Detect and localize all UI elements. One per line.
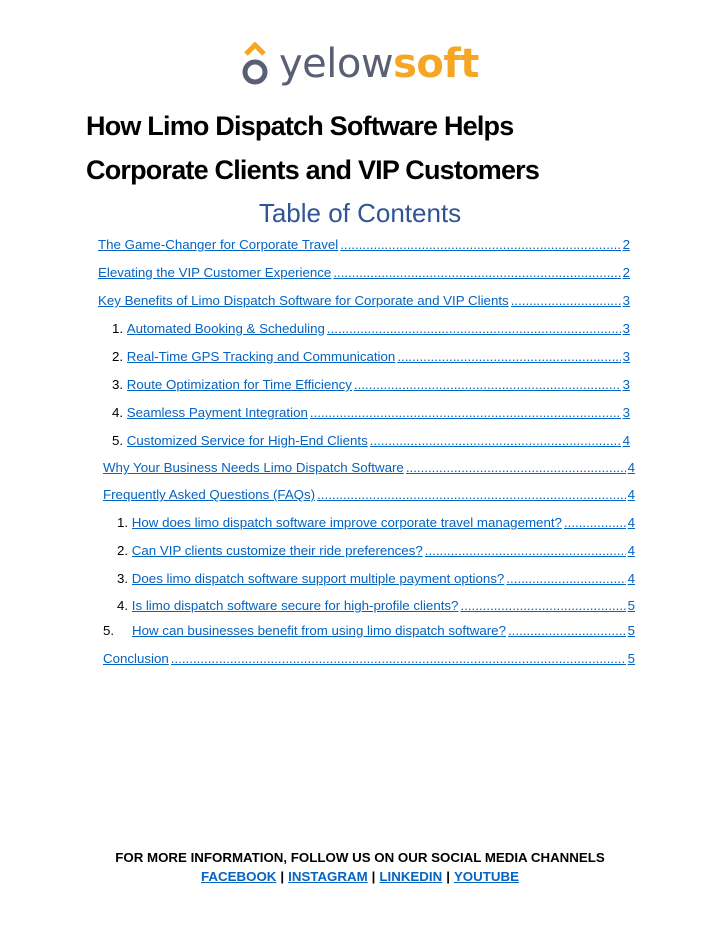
toc-page-number[interactable]: 2 bbox=[622, 237, 630, 252]
toc-page-number[interactable]: 2 bbox=[622, 265, 630, 280]
toc-link[interactable] bbox=[103, 486, 635, 504]
separator: | bbox=[280, 869, 285, 884]
logo-text-yelow: yelow bbox=[279, 41, 394, 87]
toc-entry-number: 1. bbox=[112, 321, 124, 336]
toc-entry[interactable] bbox=[112, 348, 630, 366]
toc-entry[interactable] bbox=[112, 404, 630, 422]
toc-link[interactable] bbox=[127, 376, 630, 394]
toc-entry-number: 5. bbox=[103, 623, 115, 638]
toc-entry-number: 3. bbox=[117, 571, 129, 586]
toc-link[interactable] bbox=[98, 292, 630, 310]
toc-entry[interactable] bbox=[103, 459, 635, 477]
toc-entry-number: 5. bbox=[112, 433, 124, 448]
toc-link[interactable] bbox=[132, 570, 635, 588]
toc-entry[interactable] bbox=[103, 650, 635, 668]
toc-entry[interactable] bbox=[117, 542, 635, 560]
toc-entry-text[interactable]: Key Benefits of Limo Dispatch Software for Corporate and VIP Clients bbox=[98, 293, 509, 308]
toc-page-number[interactable]: 3 bbox=[622, 293, 630, 308]
toc-link[interactable] bbox=[132, 622, 635, 640]
toc-link[interactable] bbox=[132, 542, 635, 560]
separator: | bbox=[371, 869, 376, 884]
toc-entry-text[interactable]: Route Optimization for Time Efficiency bbox=[126, 377, 352, 392]
toc-page-number[interactable]: 5 bbox=[627, 623, 635, 638]
toc-page-number[interactable]: 3 bbox=[622, 405, 630, 420]
toc-link[interactable] bbox=[127, 348, 630, 366]
document-title bbox=[86, 104, 646, 192]
toc-entry[interactable] bbox=[98, 264, 630, 282]
facebook-link[interactable]: FACEBOOK bbox=[201, 869, 277, 884]
toc-entry-number: 4. bbox=[112, 405, 124, 420]
social-links bbox=[0, 869, 720, 884]
toc-entry-text[interactable]: How can businesses benefit from using limo dispatch software? bbox=[132, 623, 506, 638]
toc-entry[interactable] bbox=[103, 486, 635, 504]
toc-entry-number: 1. bbox=[117, 515, 129, 530]
toc-entry[interactable] bbox=[117, 597, 635, 615]
toc-entry-text[interactable]: The Game-Changer for Corporate Travel bbox=[98, 237, 339, 252]
toc-page-number[interactable]: 4 bbox=[627, 460, 635, 475]
yelowsoft-logo bbox=[240, 36, 479, 92]
toc-entry-text[interactable]: Why Your Business Needs Limo Dispatch Software bbox=[103, 460, 404, 475]
toc-page-number[interactable]: 4 bbox=[627, 571, 635, 586]
yelowsoft-logo-icon bbox=[240, 42, 270, 86]
toc-entry-text[interactable]: Does limo dispatch software support multiple payment options? bbox=[131, 571, 505, 586]
toc-entry-text[interactable]: Can VIP clients customize their ride preferences? bbox=[131, 543, 423, 558]
toc-link[interactable] bbox=[98, 264, 630, 282]
toc-heading: Table of Contents bbox=[258, 198, 462, 228]
toc-entry[interactable] bbox=[112, 432, 630, 450]
toc-entry-text[interactable]: Elevating the VIP Customer Experience bbox=[98, 265, 332, 280]
logo-text-soft: soft bbox=[393, 41, 479, 87]
logo-wordmark bbox=[279, 41, 479, 87]
toc-entry[interactable] bbox=[112, 320, 630, 338]
toc-link[interactable] bbox=[103, 459, 635, 477]
youtube-link[interactable]: YOUTUBE bbox=[453, 869, 519, 884]
toc-page-number[interactable]: 3 bbox=[622, 349, 630, 364]
toc-page-number[interactable]: 4 bbox=[627, 543, 635, 558]
toc-page-number[interactable]: 4 bbox=[622, 433, 630, 448]
toc-link[interactable] bbox=[103, 650, 635, 668]
toc-link[interactable] bbox=[132, 597, 635, 615]
toc-link[interactable] bbox=[132, 514, 635, 532]
toc-entry-text[interactable]: Frequently Asked Questions (FAQs) bbox=[103, 487, 316, 502]
toc-link[interactable] bbox=[127, 320, 630, 338]
linkedin-link[interactable]: LINKEDIN bbox=[379, 869, 443, 884]
toc-entry-text[interactable]: Is limo dispatch software secure for high-profile clients? bbox=[131, 598, 459, 613]
toc-link[interactable] bbox=[127, 432, 630, 450]
title-line-1: How Limo Dispatch Software Helps bbox=[86, 111, 514, 141]
toc-page-number[interactable]: 4 bbox=[627, 487, 635, 502]
toc-page-number[interactable]: 3 bbox=[622, 377, 630, 392]
toc-entry[interactable] bbox=[117, 514, 635, 532]
toc-entry-number: 2. bbox=[112, 349, 124, 364]
instagram-link[interactable]: INSTAGRAM bbox=[288, 869, 368, 884]
toc-entry-number: 2. bbox=[117, 543, 129, 558]
footer-cta: FOR MORE INFORMATION, FOLLOW US ON OUR SOCIAL MEDIA CHANNELS bbox=[115, 850, 605, 865]
toc-entry[interactable] bbox=[103, 622, 635, 640]
toc-entry-text[interactable]: Conclusion bbox=[103, 651, 169, 666]
toc-entry-number: 3. bbox=[112, 377, 124, 392]
toc-page-number[interactable]: 5 bbox=[627, 651, 635, 666]
toc-link[interactable] bbox=[98, 236, 630, 254]
toc-entry[interactable] bbox=[117, 570, 635, 588]
toc-entry-text[interactable]: Automated Booking & Scheduling bbox=[126, 321, 325, 336]
toc-entry-text[interactable]: Seamless Payment Integration bbox=[126, 405, 308, 420]
toc-link[interactable] bbox=[127, 404, 630, 422]
toc-entry-text[interactable]: Real-Time GPS Tracking and Communication bbox=[126, 349, 396, 364]
separator: | bbox=[446, 869, 450, 884]
toc-entry[interactable] bbox=[112, 376, 630, 394]
title-line-2: Corporate Clients and VIP Customers bbox=[86, 155, 540, 185]
toc-page-number[interactable]: 5 bbox=[627, 598, 635, 613]
toc-page-number[interactable]: 4 bbox=[627, 515, 635, 530]
toc-entry-number: 4. bbox=[117, 598, 129, 613]
toc-entry-text[interactable]: Customized Service for High-End Clients bbox=[126, 433, 368, 448]
toc-entry[interactable] bbox=[98, 236, 630, 254]
toc-entry-text[interactable]: How does limo dispatch software improve corporate travel management? bbox=[131, 515, 562, 530]
toc-page-number[interactable]: 3 bbox=[622, 321, 630, 336]
toc-entry[interactable] bbox=[98, 292, 630, 310]
